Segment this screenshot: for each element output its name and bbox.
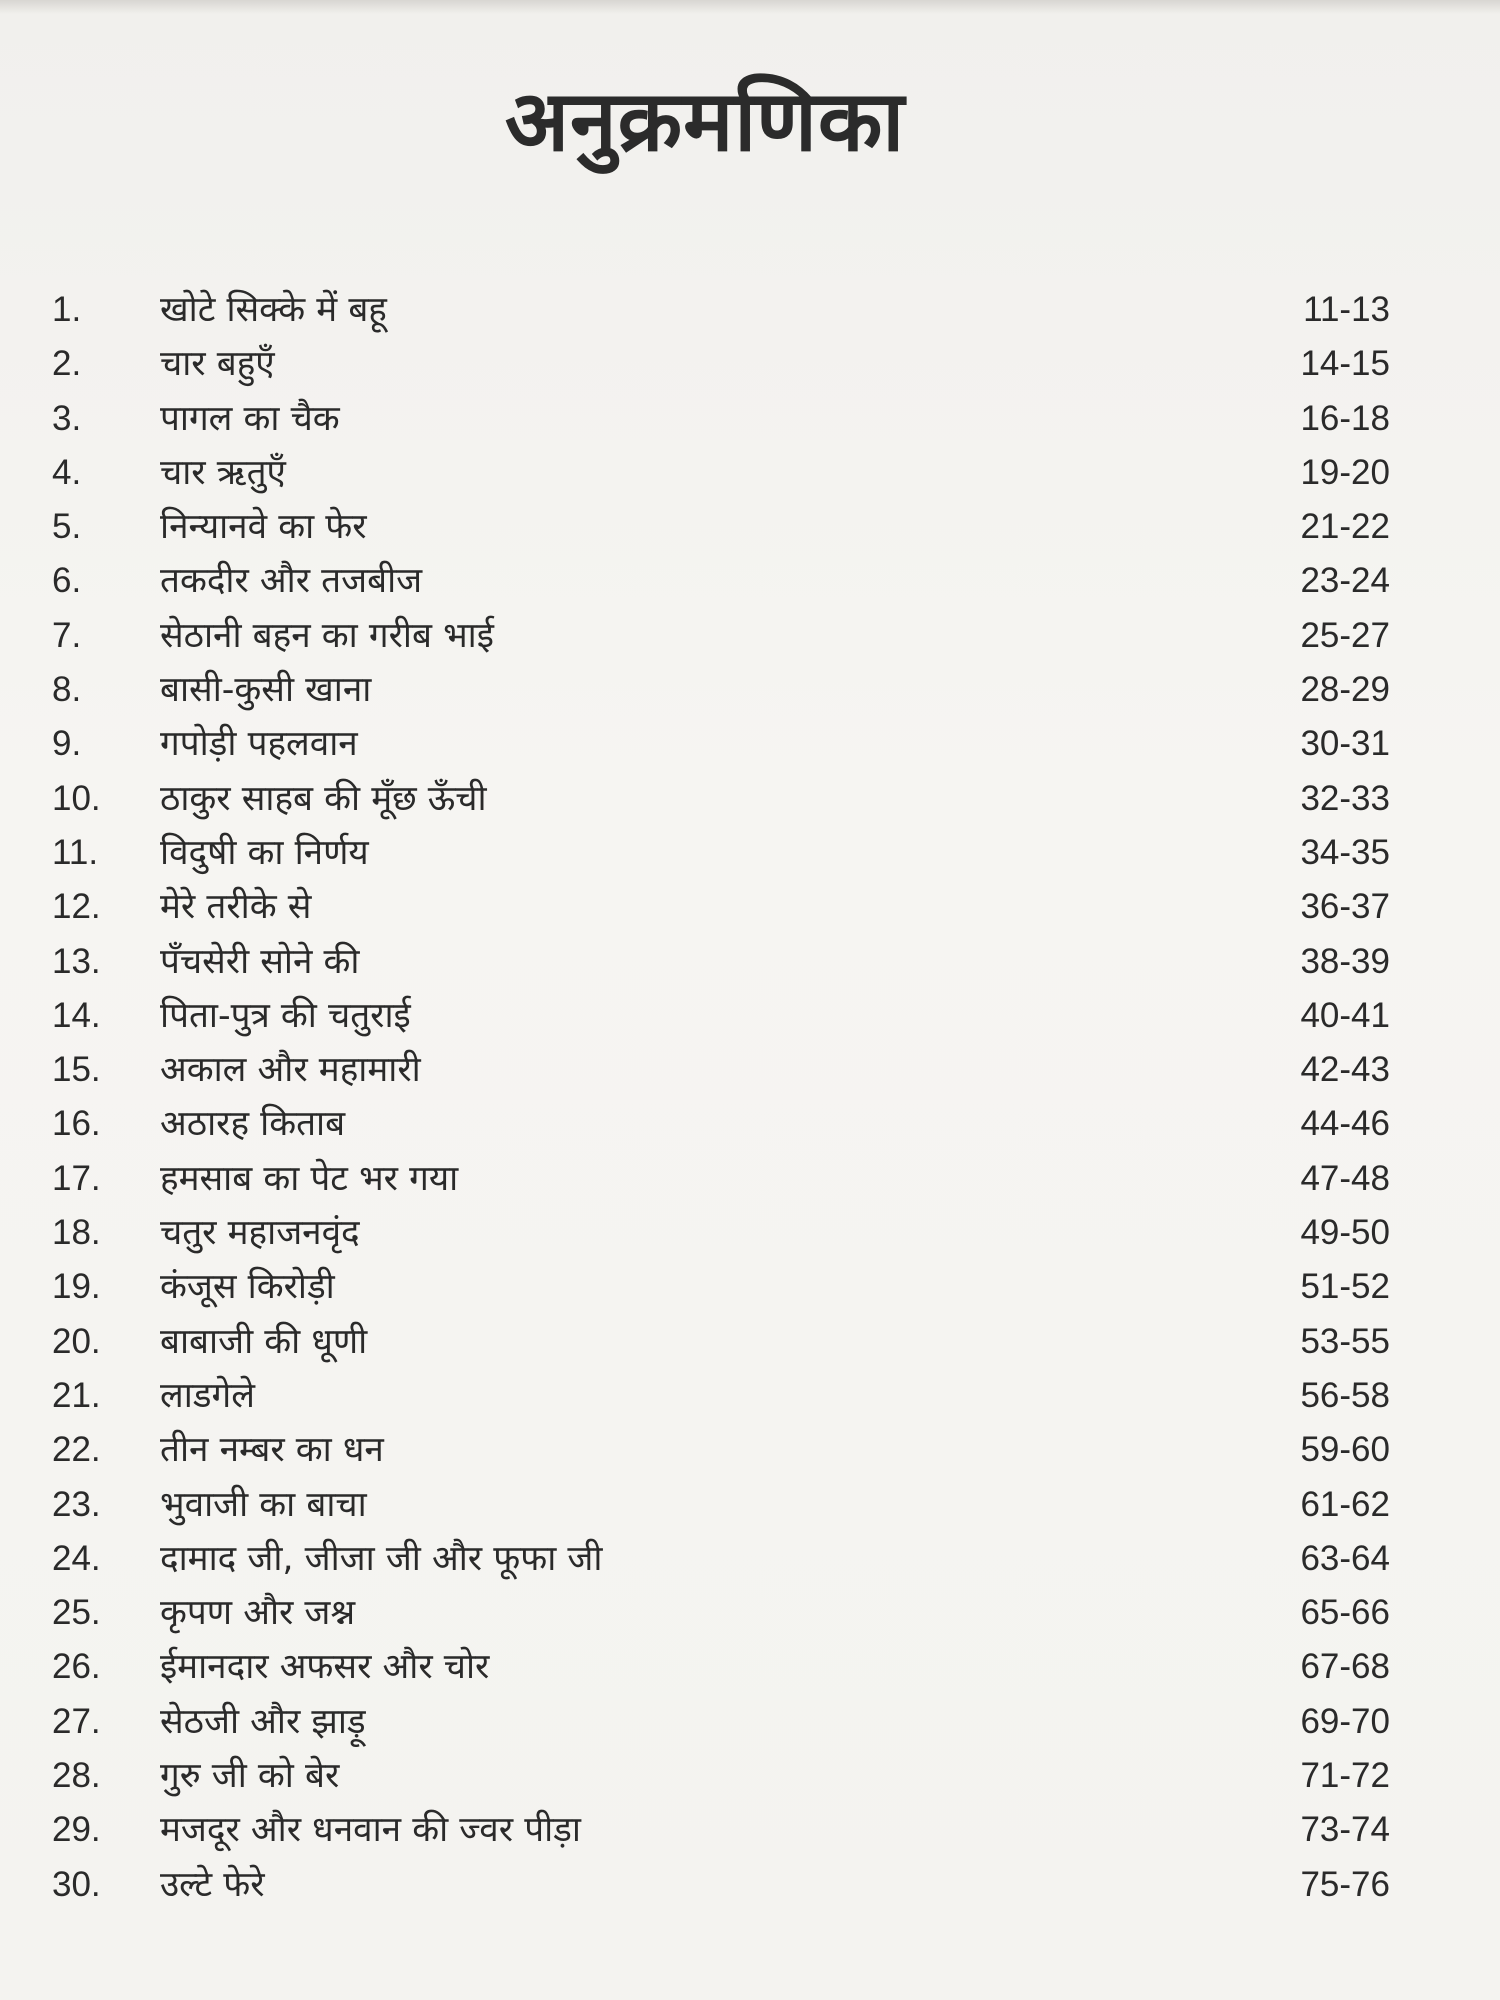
toc-entry-pages: 38-39 xyxy=(1300,941,1390,981)
toc-entry-number: 30. xyxy=(52,1864,101,1904)
toc-entry-title: अकाल और महामारी xyxy=(160,1050,421,1091)
toc-entry-number: 9. xyxy=(52,724,82,764)
toc-entry-pages: 59-60 xyxy=(1300,1430,1390,1470)
toc-entry-pages: 36-37 xyxy=(1300,887,1390,927)
toc-entry-title: विदुषी का निर्णय xyxy=(160,832,369,873)
toc-entry xyxy=(0,1315,1500,1369)
toc-entry xyxy=(0,609,1500,663)
toc-entry xyxy=(0,1423,1500,1477)
toc-entry-title: अठारह किताब xyxy=(160,1104,346,1145)
toc-entry xyxy=(0,283,1500,337)
toc-entry-number: 16. xyxy=(52,1104,101,1144)
toc-entry-pages: 28-29 xyxy=(1300,670,1390,710)
toc-entry-number: 15. xyxy=(52,1050,101,1090)
toc-entry-title: बाबाजी की धूणी xyxy=(160,1321,368,1362)
toc-entry-title: गुरु जी को बेर xyxy=(160,1756,340,1797)
toc-entry-number: 28. xyxy=(52,1756,101,1796)
toc-entry-title: कृपण और जश्न xyxy=(160,1593,356,1634)
toc-entry-title: सेठजी और झाड़ू xyxy=(160,1701,366,1742)
toc-entry-title: चार बहुएँ xyxy=(160,344,275,385)
toc-entry-number: 1. xyxy=(52,290,82,329)
toc-entry xyxy=(0,1206,1500,1260)
toc-entry xyxy=(0,1369,1500,1423)
toc-entry-number: 13. xyxy=(52,941,101,981)
toc-entry-title: खोटे सिक्के में बहू xyxy=(160,290,387,330)
toc-entry-number: 17. xyxy=(52,1158,101,1198)
toc-entry xyxy=(0,1858,1500,1912)
toc-entry xyxy=(0,554,1500,608)
toc-entry-title: चतुर महाजनवृंद xyxy=(160,1213,360,1254)
toc-entry-title: ठाकुर साहब की मूँछ ऊँची xyxy=(160,778,487,819)
toc-entry-pages: 75-76 xyxy=(1300,1864,1390,1904)
toc-entry-pages: 25-27 xyxy=(1300,615,1390,655)
toc-entry-title: तीन नम्बर का धन xyxy=(160,1430,384,1471)
toc-entry xyxy=(0,392,1500,446)
toc-entry-number: 24. xyxy=(52,1538,101,1578)
toc-entry xyxy=(0,1586,1500,1640)
toc-entry-pages: 69-70 xyxy=(1300,1701,1390,1741)
toc-entry-pages: 71-72 xyxy=(1300,1756,1390,1796)
toc-entry xyxy=(0,1532,1500,1586)
toc-entry-pages: 44-46 xyxy=(1300,1104,1390,1144)
toc-entry-pages: 73-74 xyxy=(1300,1810,1390,1850)
toc-entry-title: सेठानी बहन का गरीब भाई xyxy=(160,615,494,656)
toc-entry-number: 7. xyxy=(52,615,82,655)
toc-entry-title: निन्यानवे का फेर xyxy=(160,507,367,548)
toc-entry-title: लाडगेले xyxy=(160,1375,255,1416)
toc-entry-number: 12. xyxy=(52,887,101,927)
toc-entry xyxy=(0,1478,1500,1532)
page-title: अनुक्रमणिका xyxy=(504,72,906,170)
toc-entry-pages: 47-48 xyxy=(1300,1158,1390,1198)
table-of-contents xyxy=(0,283,1500,1912)
toc-entry xyxy=(0,989,1500,1043)
toc-entry-title: दामाद जी, जीजा जी और फूफा जी xyxy=(160,1538,603,1579)
toc-entry-pages: 16-18 xyxy=(1300,398,1390,438)
toc-entry xyxy=(0,337,1500,391)
toc-entry-pages: 53-55 xyxy=(1300,1321,1390,1361)
toc-entry-title: बासी-कुसी खाना xyxy=(160,670,372,711)
toc-entry-number: 26. xyxy=(52,1647,101,1687)
toc-entry-number: 21. xyxy=(52,1375,101,1415)
toc-entry-pages: 14-15 xyxy=(1300,344,1390,384)
toc-entry xyxy=(0,880,1500,934)
toc-entry-number: 11. xyxy=(52,832,99,872)
toc-entry-title: चार ऋतुएँ xyxy=(160,452,286,493)
toc-entry-pages: 56-58 xyxy=(1300,1375,1390,1415)
toc-entry xyxy=(0,1695,1500,1749)
toc-entry-number: 27. xyxy=(52,1701,101,1741)
toc-entry-number: 25. xyxy=(52,1593,101,1633)
toc-entry-title: पँचसेरी सोने की xyxy=(160,941,360,982)
toc-entry-number: 10. xyxy=(52,778,101,818)
toc-entry xyxy=(0,500,1500,554)
toc-entry-pages: 32-33 xyxy=(1300,778,1390,818)
toc-entry-number: 4. xyxy=(52,452,82,492)
toc-entry-pages: 51-52 xyxy=(1300,1267,1390,1307)
toc-entry-title: तकदीर और तजबीज xyxy=(160,561,423,602)
toc-entry-number: 8. xyxy=(52,670,82,710)
toc-entry xyxy=(0,1097,1500,1151)
toc-entry-pages: 65-66 xyxy=(1300,1593,1390,1633)
toc-entry-pages: 67-68 xyxy=(1300,1647,1390,1687)
toc-entry-title: कंजूस किरोड़ी xyxy=(160,1267,335,1308)
toc-entry-title: मेरे तरीके से xyxy=(160,887,312,928)
toc-entry-pages: 30-31 xyxy=(1300,724,1390,764)
toc-entry xyxy=(0,1260,1500,1314)
toc-entry xyxy=(0,935,1500,989)
toc-entry xyxy=(0,717,1500,771)
toc-entry-pages: 63-64 xyxy=(1300,1538,1390,1578)
toc-entry-number: 20. xyxy=(52,1321,101,1361)
toc-entry-number: 6. xyxy=(52,561,82,601)
toc-entry xyxy=(0,1803,1500,1857)
toc-entry-pages: 19-20 xyxy=(1300,452,1390,492)
toc-entry-pages: 42-43 xyxy=(1300,1050,1390,1090)
toc-entry-title: गपोड़ी पहलवान xyxy=(160,724,358,765)
toc-entry xyxy=(0,1152,1500,1206)
toc-entry xyxy=(0,663,1500,717)
toc-entry-title: उल्टे फेरे xyxy=(160,1864,265,1905)
toc-entry-number: 2. xyxy=(52,344,82,384)
toc-entry-pages: 11-13 xyxy=(1303,290,1390,329)
toc-entry-title: हमसाब का पेट भर गया xyxy=(160,1158,459,1199)
toc-entry-pages: 61-62 xyxy=(1300,1484,1390,1524)
toc-entry-title: पागल का चैक xyxy=(160,398,340,439)
toc-entry-pages: 23-24 xyxy=(1300,561,1390,601)
toc-entry xyxy=(0,772,1500,826)
toc-entry-pages: 40-41 xyxy=(1300,995,1390,1035)
page-top-edge xyxy=(0,0,1500,14)
toc-entry-number: 5. xyxy=(52,507,82,547)
toc-entry-title: ईमानदार अफसर और चोर xyxy=(160,1647,490,1688)
toc-entry-number: 22. xyxy=(52,1430,101,1470)
toc-entry-number: 29. xyxy=(52,1810,101,1850)
toc-entry-number: 23. xyxy=(52,1484,101,1524)
toc-entry-title: पिता-पुत्र की चतुराई xyxy=(160,995,411,1036)
toc-entry-number: 3. xyxy=(52,398,82,438)
toc-entry xyxy=(0,1043,1500,1097)
toc-entry-pages: 21-22 xyxy=(1300,507,1390,547)
toc-entry-number: 19. xyxy=(52,1267,101,1307)
toc-entry xyxy=(0,446,1500,500)
toc-entry-number: 14. xyxy=(52,995,101,1035)
toc-entry-title: मजदूर और धनवान की ज्वर पीड़ा xyxy=(160,1810,581,1851)
toc-entry-pages: 34-35 xyxy=(1300,832,1390,872)
toc-entry xyxy=(0,1749,1500,1803)
toc-entry xyxy=(0,1640,1500,1694)
toc-entry-number: 18. xyxy=(52,1213,101,1253)
toc-entry-title: भुवाजी का बाचा xyxy=(160,1484,367,1525)
toc-entry-pages: 49-50 xyxy=(1300,1213,1390,1253)
toc-entry xyxy=(0,826,1500,880)
